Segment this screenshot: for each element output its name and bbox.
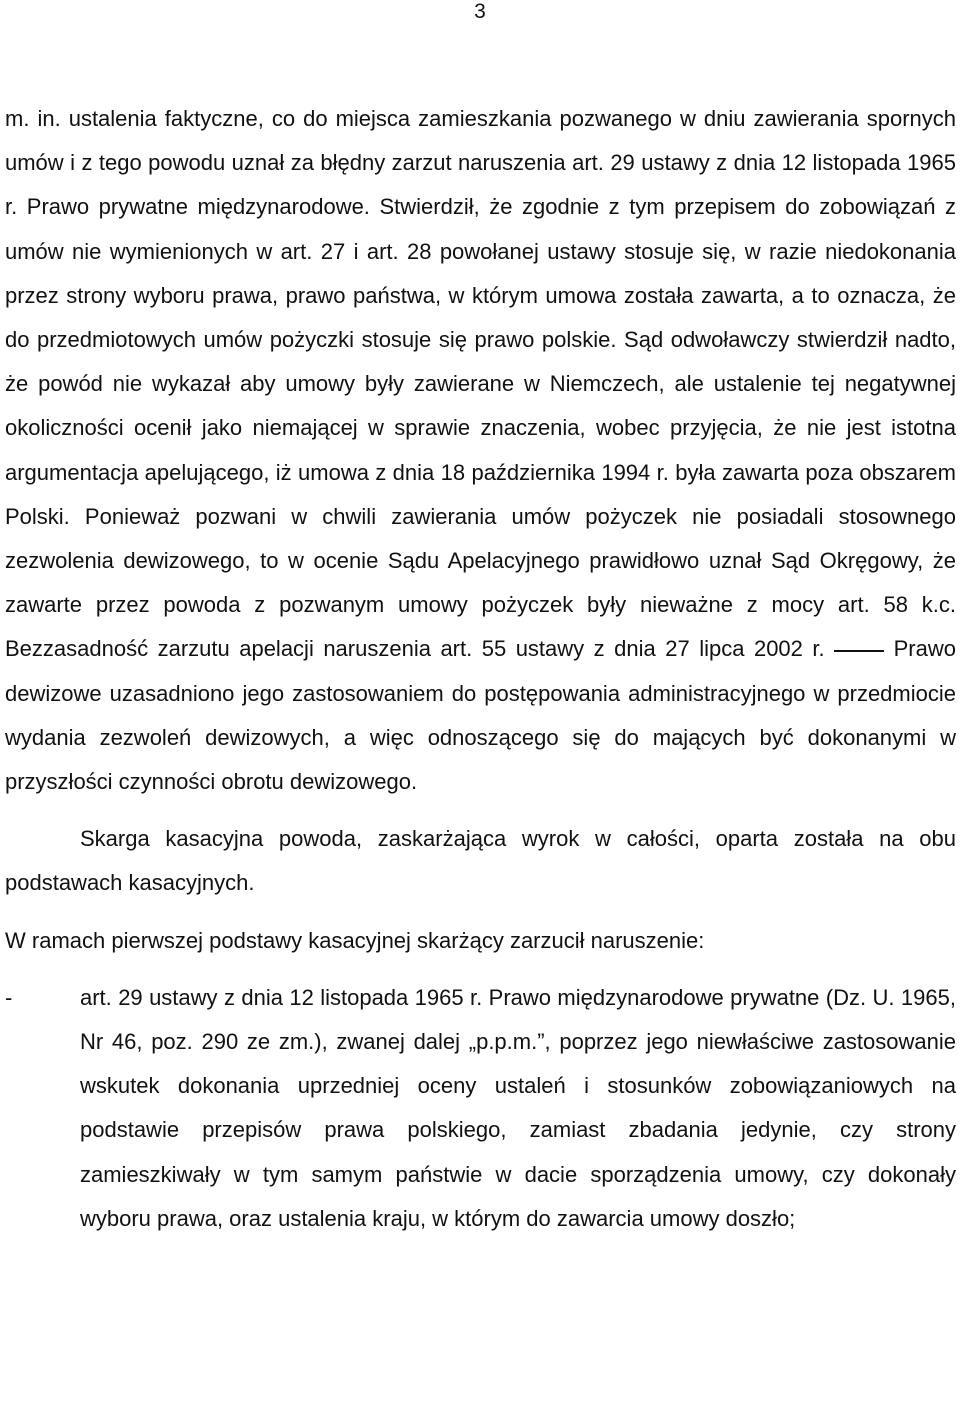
document-body [5,97,956,1241]
page-number: 3 [474,0,486,23]
list-marker: - [5,984,13,1010]
list-item-text: art. 29 ustawy z dnia 12 listopada 1965 r. Prawo międzynarodowe prywatne (Dz. U. 1965, Nr 46, poz. 290 ze zm.), zwanej dalej „p.p.m.”, poprzez jego niewłaściwe zastosowanie wskutek dokonania uprzedniej oceny ustaleń i stosunków zobowiązaniowych na podstawie przepisów prawa polskiego, zamiast zbadania jedynie, czy strony zamieszkiwały w tym samym państwie w dacie sporządzenia umowy, czy dokonały wyboru prawa, oraz ustalenia kraju, w którym do zawarcia umowy doszło; [80,984,956,1231]
list-item [5,976,956,1241]
paragraph-text: m. in. ustalenia faktyczne, co do miejsca zamieszkania pozwanego w dniu zawierania spornych umów i z tego powodu uznał za błędny zarzut naruszenia art. 29 ustawy z dnia 12 listopada 1965 r. Prawo prywatne międzynarodowe. Stwierdził, że zgodnie z tym przepisem do zobowiązań z umów nie wymienionych w art. 27 i art. 28 powołanej ustawy stosuje się, w razie niedokonania przez strony wyboru prawa, prawo państwa, w którym umowa została zawarta, a to oznacza, że do przedmiotowych umów pożyczki stosuje się prawo polskie. Sąd odwoławczy stwierdził nadto, że powód nie wykazał aby umowy były zawierane w Niemczech, ale ustalenie tej negatywnej okoliczności ocenił jako niemającej w sprawie znaczenia, wobec przyjęcia, że nie jest istotna argumentacja apelującego, iż umowa z dnia 18 października 1994 r. była zawarta poza obszarem Polski. Ponieważ pozwani w chwili zawierania umów pożyczek nie posiadali stosownego zezwolenia dewizowego, to w ocenie Sądu Apelacyjnego prawidłowo uznał Sąd Okręgowy, że zawarte przez powoda z pozwanym umowy pożyczek były nieważne z mocy art. 58 k.c. Bezzasadność zarzutu apelacji naruszenia art. 55 ustawy z dnia 27 lipca 2002 r. [5,106,956,662]
dash-separator [834,650,884,652]
paragraph-court-reasoning [5,97,956,804]
paragraph-cassation-appeal: Skarga kasacyjna powoda, zaskarżająca wyrok w całości, oparta została na obu podstawach kasacyjnych. [5,826,956,896]
paragraph-first-ground: W ramach pierwszej podstawy kasacyjnej skarżący zarzucił naruszenie: [5,927,705,953]
paragraph-text-continued: Prawo dewizowe uzasadniono jego zastosowaniem do postępowania administracyjnego w przedmiocie wydania zezwoleń dewizowych, a więc odnoszącego się do mających być dokonanymi w przyszłości czynności obrotu dewizowego. [5,636,956,795]
